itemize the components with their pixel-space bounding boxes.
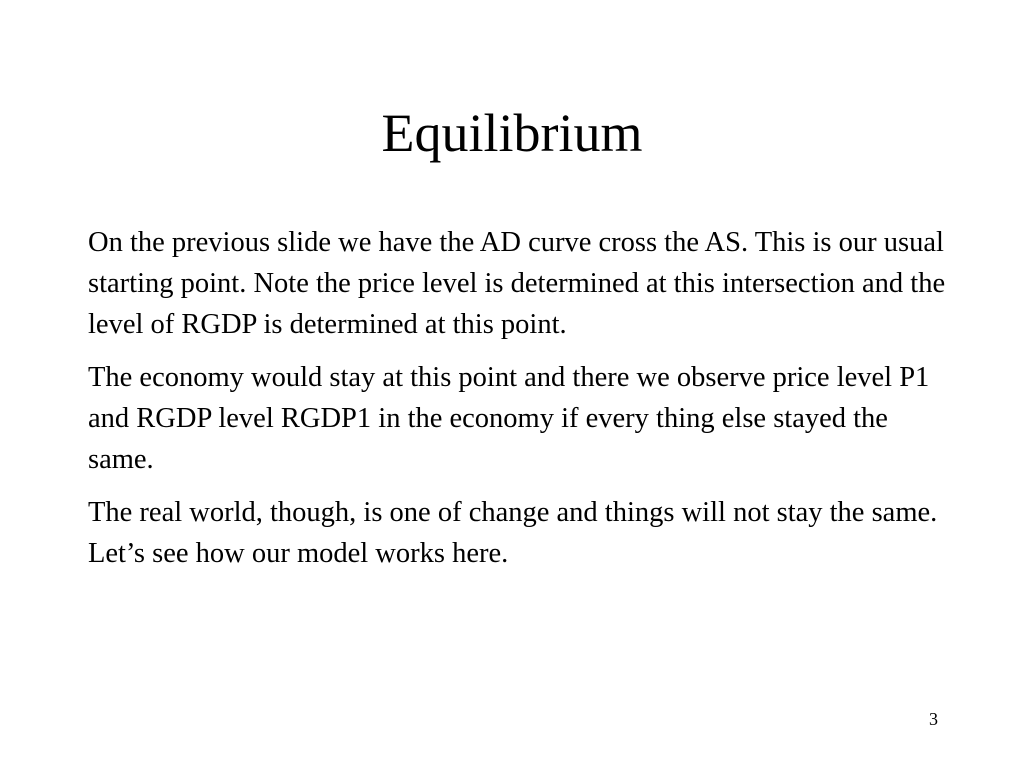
slide-body: [88, 222, 948, 586]
body-paragraph: The economy would stay at this point and there we observe price level P1 and RGDP level RGDP1 in the economy if every thing else stayed the same.: [88, 362, 930, 475]
body-paragraph: The real world, though, is one of change and things will not stay the same. Let’s see how our model works here.: [88, 497, 938, 569]
slide-title: Equilibrium: [381, 103, 643, 163]
page-number: 3: [929, 709, 938, 729]
body-paragraph: On the previous slide we have the AD curve cross the AS. This is our usual starting point. Note the price level is determined at this intersection and the level of RGDP is determined at this point.: [88, 227, 946, 340]
